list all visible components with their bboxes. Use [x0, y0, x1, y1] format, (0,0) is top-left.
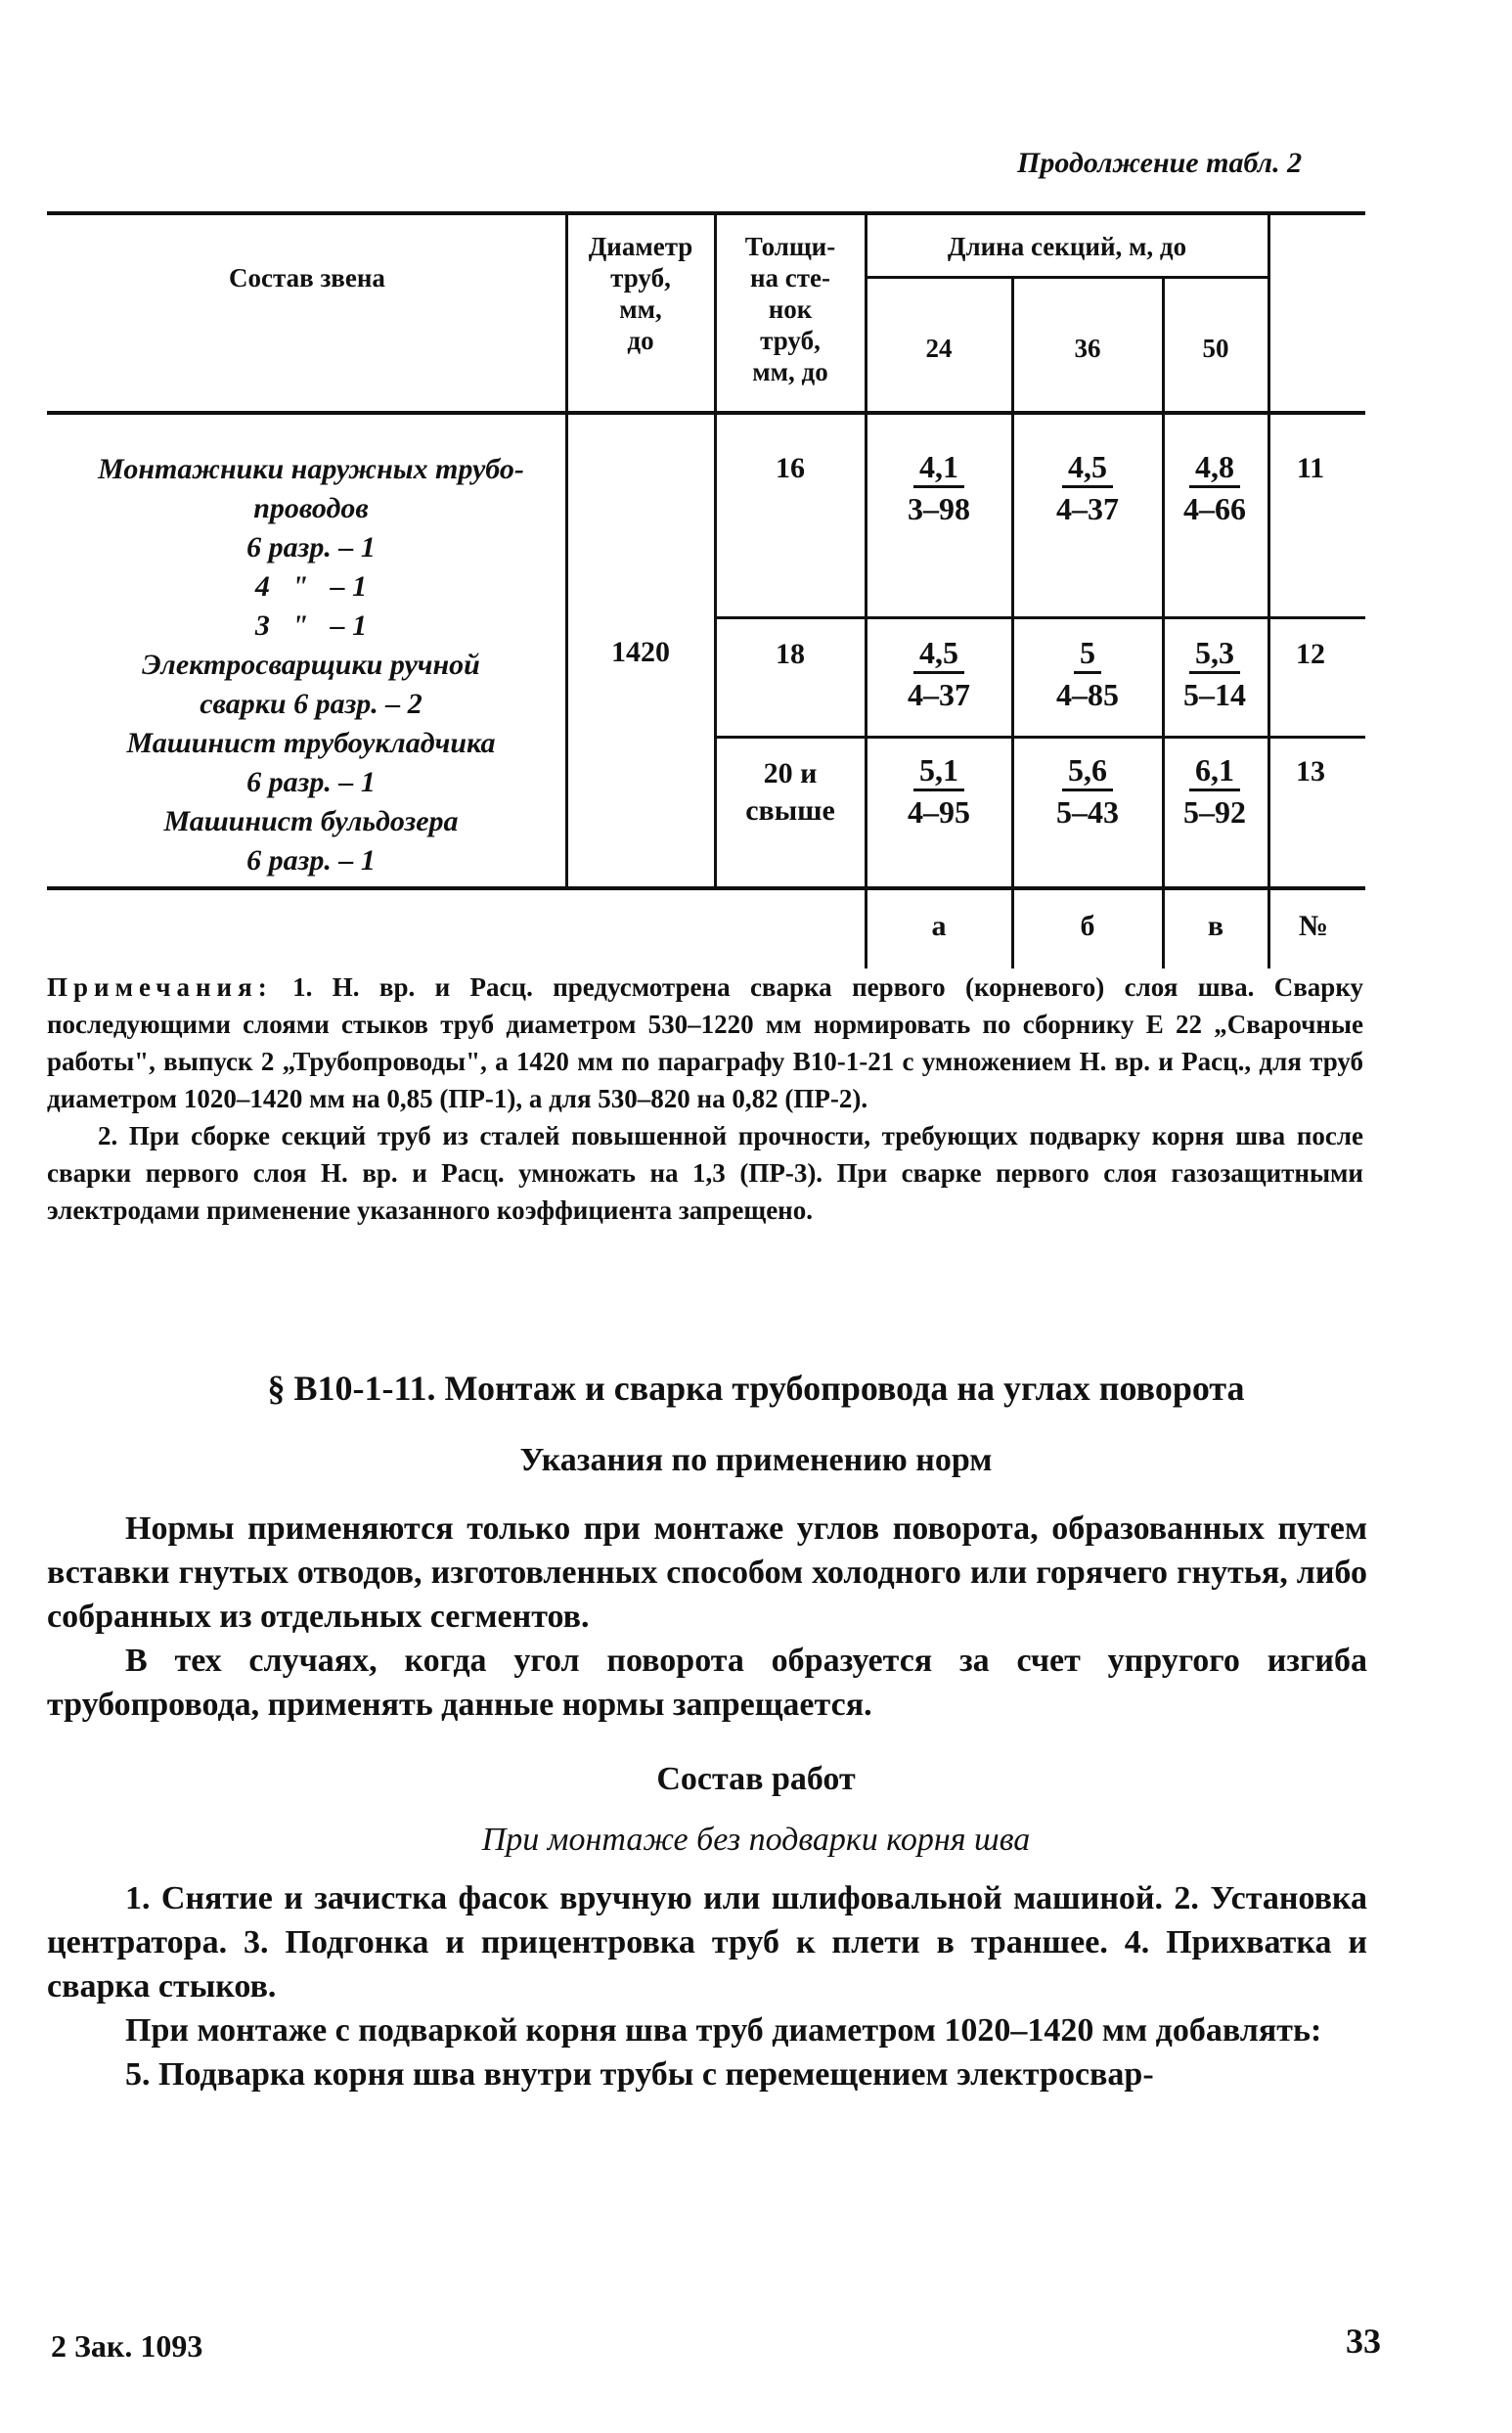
print-order-note: 2 Зак. 1093 [51, 2328, 203, 2364]
note-2: 2. При сборке секций труб из сталей повышенной прочности, требующих подварку корня шва после сварки первого слоя Н. вр. и Расц. умножать на 1,3 (ПР-3). При сварке первого слоя газозащитными электродами применение указанного коэффициента запрещено. [47, 1121, 1363, 1225]
section-title: § В10-1-11. Монтаж и сварка трубопровода на углах поворота [267, 1369, 1245, 1408]
crew-line: Монтажники наружных трубо- [98, 453, 524, 485]
crew-line: 6 разр. – 1 [246, 844, 376, 877]
page-number: 33 [1346, 2321, 1381, 2361]
paragraph: Нормы применяются только при монтаже углов поворота, образованных путем вставки гнутых отводов, изготовленных способом холодного или горячего гнутья, либо собранных из отдельных сегментов. [47, 1510, 1367, 1635]
header-composition: Состав звена [229, 263, 385, 293]
row-number: 11 [1296, 452, 1325, 484]
header-thickness: Толщи- на сте- нок труб, мм, до [744, 232, 836, 386]
works-subtitle: При монтаже без подварки корня шва [481, 1822, 1031, 1858]
norm-rate-cell: $\frac{5,1}{4-95}$ [908, 752, 970, 830]
row-number: 12 [1296, 638, 1325, 670]
crew-line: 6 разр. – 1 [246, 766, 376, 798]
header-length-36: 36 [1074, 334, 1101, 363]
works-title: Состав работ [656, 1761, 856, 1797]
column-letter: в [1207, 910, 1224, 942]
crew-line: Электросварщики ручной [142, 649, 480, 681]
norm-rate-cell: $\frac{5}{4-85}$ [1056, 635, 1119, 712]
header-length-24: 24 [925, 334, 953, 363]
header-diameter: Диаметр труб, мм, до [588, 232, 693, 355]
column-number-sign: № [1298, 910, 1329, 942]
norm-rate-cell: $\frac{4,5}{4-37}$ [908, 635, 970, 712]
col-rule-thickness [865, 213, 867, 969]
norm-rate-cell: $\frac{4,8}{4-66}$ [1183, 449, 1246, 526]
norm-rate-cell: $\frac{5,3}{5-14}$ [1183, 635, 1246, 712]
crew-line: сварки 6 разр. – 2 [200, 688, 422, 720]
usage-text [47, 1507, 1367, 1727]
notes-title: Примечания: [47, 972, 273, 1002]
header-bottom-rule [47, 411, 1365, 415]
row-number: 13 [1296, 755, 1325, 788]
thickness-cell: 18 [776, 638, 805, 670]
header-length-50: 50 [1202, 334, 1229, 363]
section-subtitle: Указания по применению норм [519, 1442, 993, 1478]
crew-line: проводов [253, 492, 369, 524]
paragraph: При монтаже с подваркой корня шва труб диаметром 1020–1420 мм добавлять: [125, 2012, 1322, 2049]
header-length-group: Длина секций, м, до [947, 232, 1187, 261]
col-rule-36 [1162, 278, 1165, 969]
table-continuation-caption: Продолжение табл. 2 [1017, 147, 1303, 179]
crew-line: Машинист бульдозера [163, 805, 459, 837]
crew-line: 6 разр. – 1 [246, 531, 376, 563]
thickness-cell: 16 [776, 452, 805, 484]
norm-rate-cell: $\frac{6,1}{5-92}$ [1183, 752, 1246, 830]
norm-rate-cell: $\frac{5,6}{5-43}$ [1056, 752, 1119, 830]
table-bottom-rule [47, 886, 1365, 890]
column-letter: б [1080, 910, 1095, 942]
norm-rate-cell: $\frac{4,5}{4-37}$ [1056, 449, 1119, 526]
col-rule-50 [1267, 213, 1270, 969]
diameter-value: 1420 [611, 636, 670, 668]
col-rule-24 [1011, 278, 1014, 969]
paragraph: 1. Снятие и зачистка фасок вручную или шлифовальной машиной. 2. Установка центратора. 3. Подгонка и прицентровка труб к плети в траншее. 4. Прихватка и сварка стыков. [47, 1880, 1367, 2005]
table-notes [47, 969, 1363, 1229]
paragraph: 5. Подварка корня шва внутри трубы с перемещением электросвар- [125, 2056, 1154, 2093]
crew-line: 4 " – 1 [254, 570, 368, 603]
crew-line: 3 " – 1 [254, 609, 368, 642]
paragraph: В тех случаях, когда угол поворота образуется за счет упругого изгиба трубопровода, применять данные нормы запрещается. [47, 1643, 1367, 1723]
crew-composition [47, 450, 575, 880]
thickness-cell: 20 и свыше [745, 757, 835, 827]
crew-line: Машинист трубоукладчика [126, 727, 496, 759]
norm-rate-cell: $\frac{4,1}{3-98}$ [908, 449, 970, 526]
note-1: 1. Н. вр. и Расц. предусмотрена сварка первого (корневого) слоя шва. Сварку последующими слоями стыков труб диаметром 530–1220 мм нормировать по сборнику Е 22 „Сварочные работы", выпуск 2 „Трубопроводы", а 1420 мм по параграфу В10-1-21 с умножением Н. вр. и Расц., для труб диаметром 1020–1420 мм на 0,85 (ПР-1), а для 530–820 на 0,82 (ПР-2). [47, 972, 1363, 1113]
works-text [47, 1876, 1367, 2096]
length-group-rule [865, 276, 1267, 279]
column-letter: а [931, 910, 947, 942]
table-top-rule [47, 211, 1365, 215]
